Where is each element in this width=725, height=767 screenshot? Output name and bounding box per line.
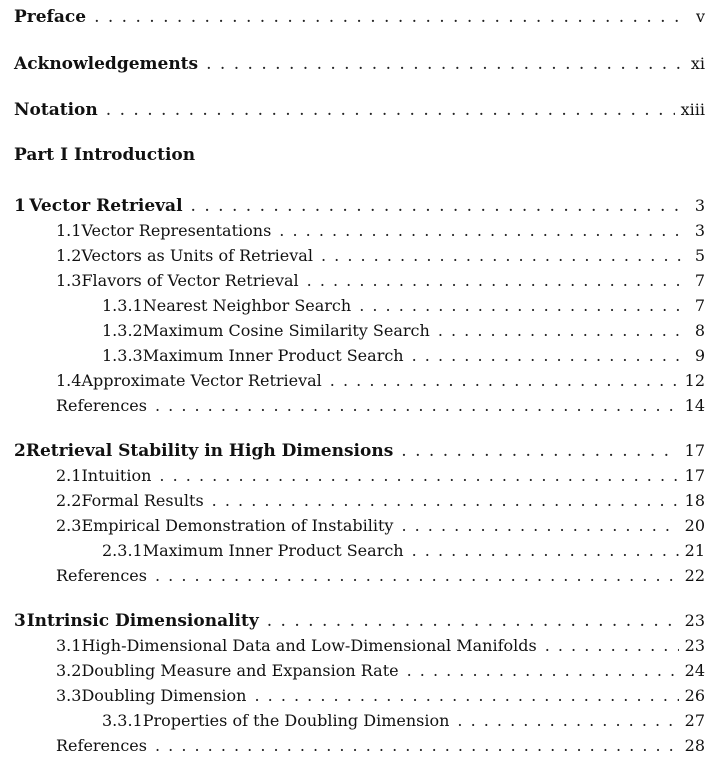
toc-section[interactable] (56, 246, 705, 270)
entry-title: Notation (14, 100, 98, 120)
entry-page: 23 (684, 636, 705, 655)
entry-page: xi (690, 54, 705, 73)
entry-page: 28 (684, 736, 705, 755)
toc-section[interactable] (56, 221, 705, 245)
subsection-number: 2.3.1 (102, 541, 143, 560)
entry-page: 17 (684, 441, 705, 460)
chapter-title: Intrinsic Dimensionality (26, 611, 259, 631)
section-number: 2.1 (56, 466, 82, 485)
toc-chapter-2[interactable] (14, 441, 705, 465)
entry-title: Preface (14, 7, 87, 27)
dot-leader (401, 516, 678, 535)
dot-leader (254, 686, 678, 705)
dot-leader (212, 491, 679, 510)
dot-leader (206, 54, 685, 74)
toc-section[interactable] (56, 491, 705, 515)
entry-page: 12 (684, 371, 705, 390)
toc-subsection[interactable] (102, 346, 705, 370)
toc-subsection[interactable] (102, 711, 705, 735)
references-title: References (56, 566, 147, 585)
entry-page: v (695, 7, 705, 26)
dot-leader (330, 371, 679, 390)
dot-leader (321, 246, 685, 265)
dot-leader (412, 541, 679, 560)
dot-leader (155, 566, 679, 585)
entry-page: 14 (684, 396, 705, 415)
entry-page: 7 (694, 296, 705, 315)
entry-page: 9 (694, 346, 705, 365)
dot-leader (279, 221, 685, 240)
section-title: Approximate Vector Retrieval (81, 371, 322, 390)
entry-page: 3 (694, 196, 705, 215)
entry-title: Acknowledgements (14, 54, 199, 74)
dot-leader (155, 396, 679, 415)
toc-section[interactable] (56, 466, 705, 490)
dot-leader (412, 346, 685, 365)
chapter-number: 2 (14, 441, 26, 461)
section-number: 3.1 (56, 636, 82, 655)
toc-section[interactable] (56, 686, 705, 710)
entry-page: 20 (684, 516, 705, 535)
toc-references[interactable] (56, 396, 705, 420)
references-title: References (56, 396, 147, 415)
section-number: 1.2 (56, 246, 82, 265)
toc-chapter-1[interactable] (14, 196, 705, 220)
toc-section[interactable] (56, 636, 705, 660)
toc-entry-preface[interactable] (14, 7, 705, 31)
toc-section[interactable] (56, 516, 705, 540)
toc-subsection[interactable] (102, 321, 705, 345)
dot-leader (438, 321, 685, 340)
section-title: Vectors as Units of Retrieval (81, 246, 313, 265)
entry-page: xiii (680, 100, 705, 119)
section-title: Vector Representations (81, 221, 272, 240)
toc-references[interactable] (56, 736, 705, 760)
toc-subsection[interactable] (102, 541, 705, 565)
part-title: Introduction (74, 145, 196, 165)
dot-leader (359, 296, 685, 315)
dot-leader (191, 196, 685, 216)
toc-section[interactable] (56, 371, 705, 395)
entry-page: 18 (684, 491, 705, 510)
references-title: References (56, 736, 147, 755)
entry-page: 21 (684, 541, 705, 560)
section-title: Formal Results (81, 491, 204, 510)
dot-leader (106, 100, 675, 120)
section-title: Empirical Demonstration of Instability (81, 516, 394, 535)
entry-page: 17 (684, 466, 705, 485)
toc-entry-acknowledgements[interactable] (14, 54, 705, 78)
toc-section[interactable] (56, 271, 705, 295)
section-title: High-Dimensional Data and Low-Dimensional Manifolds (81, 636, 537, 655)
subsection-number: 1.3.1 (102, 296, 143, 315)
section-number: 1.3 (56, 271, 82, 290)
entry-page: 3 (694, 221, 705, 240)
dot-leader (155, 736, 679, 755)
section-number: 2.2 (56, 491, 82, 510)
section-title: Intuition (81, 466, 152, 485)
section-title: Doubling Measure and Expansion Rate (81, 661, 399, 680)
entry-page: 5 (694, 246, 705, 265)
entry-page: 24 (684, 661, 705, 680)
dot-leader (407, 661, 679, 680)
section-number: 2.3 (56, 516, 82, 535)
dot-leader (94, 7, 685, 27)
subsection-title: Properties of the Doubling Dimension (142, 711, 450, 730)
dot-leader (307, 271, 685, 290)
chapter-title: Vector Retrieval (29, 196, 183, 216)
entry-page: 27 (684, 711, 705, 730)
dot-leader (159, 466, 678, 485)
section-title: Doubling Dimension (81, 686, 247, 705)
entry-page: 26 (684, 686, 705, 705)
section-number: 3.3 (56, 686, 82, 705)
toc-section[interactable] (56, 661, 705, 685)
dot-leader (457, 711, 678, 730)
chapter-number: 3 (14, 611, 26, 631)
section-number: 1.1 (56, 221, 82, 240)
toc-references[interactable] (56, 566, 705, 590)
subsection-title: Maximum Inner Product Search (142, 541, 404, 560)
subsection-number: 1.3.3 (102, 346, 143, 365)
subsection-title: Maximum Inner Product Search (142, 346, 404, 365)
entry-page: 8 (694, 321, 705, 340)
dot-leader (401, 441, 678, 461)
part-heading (14, 145, 195, 169)
toc-chapter-3[interactable] (14, 611, 705, 635)
subsection-number: 1.3.2 (102, 321, 143, 340)
subsection-title: Maximum Cosine Similarity Search (142, 321, 430, 340)
entry-page: 22 (684, 566, 705, 585)
entry-page: 7 (694, 271, 705, 290)
part-label: Part I (14, 145, 69, 165)
subsection-title: Nearest Neighbor Search (142, 296, 352, 315)
dot-leader (545, 636, 679, 655)
section-number: 1.4 (56, 371, 82, 390)
section-number: 3.2 (56, 661, 82, 680)
subsection-number: 3.3.1 (102, 711, 143, 730)
chapter-title: Retrieval Stability in High Dimensions (25, 441, 394, 461)
dot-leader (267, 611, 679, 631)
chapter-number: 1 (14, 196, 26, 216)
toc-subsection[interactable] (102, 296, 705, 320)
section-title: Flavors of Vector Retrieval (81, 271, 299, 290)
entry-page: 23 (684, 611, 705, 630)
toc-entry-notation[interactable] (14, 100, 705, 124)
